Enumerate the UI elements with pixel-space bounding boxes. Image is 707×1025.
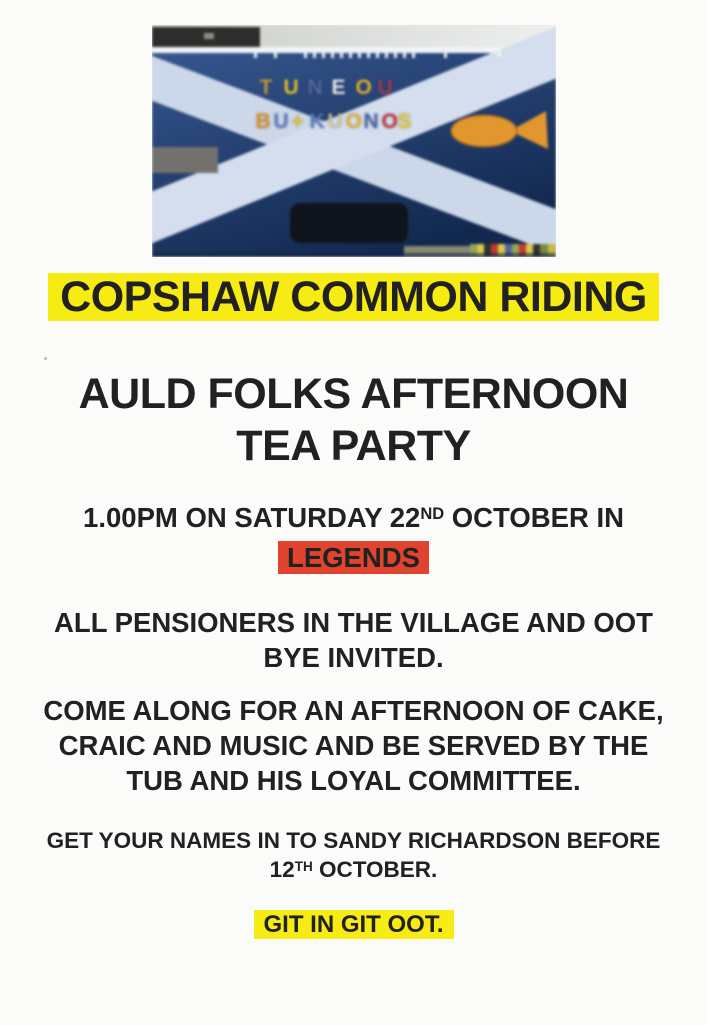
headline — [0, 273, 707, 322]
rsvp-suffix: OCTOBER. — [312, 857, 438, 882]
details-line3: TUB AND HIS LOYAL COMMITTEE. — [126, 765, 581, 796]
when-line — [0, 500, 707, 576]
grey-label-shape — [152, 147, 218, 173]
saltire-flag-graphic — [152, 25, 556, 257]
footer-highlight: GIT IN GIT OOT. — [254, 910, 454, 939]
bunting-letter: N — [363, 110, 379, 133]
details-line1: COME ALONG FOR AN AFTERNOON OF CAKE, — [43, 695, 664, 726]
bunting-letter: B — [255, 110, 271, 133]
bunting-letter: T — [259, 76, 273, 99]
footer-slogan — [0, 909, 707, 940]
headline-highlight: COPSHAW COMMON RIDING — [48, 273, 659, 321]
bunting-letter: K — [309, 110, 325, 133]
bunting-letter: E — [331, 76, 346, 99]
when-text — [0, 500, 707, 540]
flag-photo — [152, 25, 556, 257]
bunting-letter: O — [381, 110, 398, 133]
bunting-letter: O — [355, 76, 372, 99]
details-paragraph — [0, 693, 707, 798]
venue-line — [0, 540, 707, 576]
bunting-letter: O — [345, 110, 362, 133]
bunting-letter: U — [327, 110, 343, 133]
rsvp-line1: GET YOUR NAMES IN TO SANDY RICHARDSON BEFORE — [46, 828, 661, 853]
details-line2: CRAIC AND MUSIC AND BE SERVED BY THE — [58, 730, 649, 761]
when-suffix: OCTOBER IN — [444, 502, 624, 533]
when-ordinal: ND — [420, 505, 445, 524]
bunting-letter: U — [283, 76, 299, 99]
invited-line1: ALL PENSIONERS IN THE VILLAGE AND OOT — [54, 607, 653, 638]
event-title-line2: TEA PARTY — [236, 422, 471, 470]
rsvp-day: 12 — [269, 857, 295, 882]
bunting-letter: U — [273, 110, 289, 133]
when-prefix: 1.00PM ON SATURDAY 22 — [83, 502, 421, 533]
invited-line2: BYE INVITED. — [263, 642, 444, 673]
rsvp-line2 — [0, 855, 707, 887]
rsvp-ordinal: TH — [294, 858, 313, 874]
bunting-letter: N — [307, 76, 323, 99]
rsvp-paragraph — [0, 826, 707, 887]
bunting-letter: + — [291, 110, 304, 133]
flag-photo-content — [152, 25, 556, 257]
bunting-letter: U — [377, 76, 393, 99]
bunting-letter: S — [397, 110, 412, 133]
scan-speck — [44, 357, 47, 360]
dark-object-shape — [290, 203, 408, 243]
poster — [0, 25, 707, 1025]
venue-highlight: LEGENDS — [278, 541, 429, 574]
event-title — [0, 368, 707, 472]
invited-paragraph — [0, 605, 707, 675]
event-title-line1: AULD FOLKS AFTERNOON — [78, 370, 629, 418]
